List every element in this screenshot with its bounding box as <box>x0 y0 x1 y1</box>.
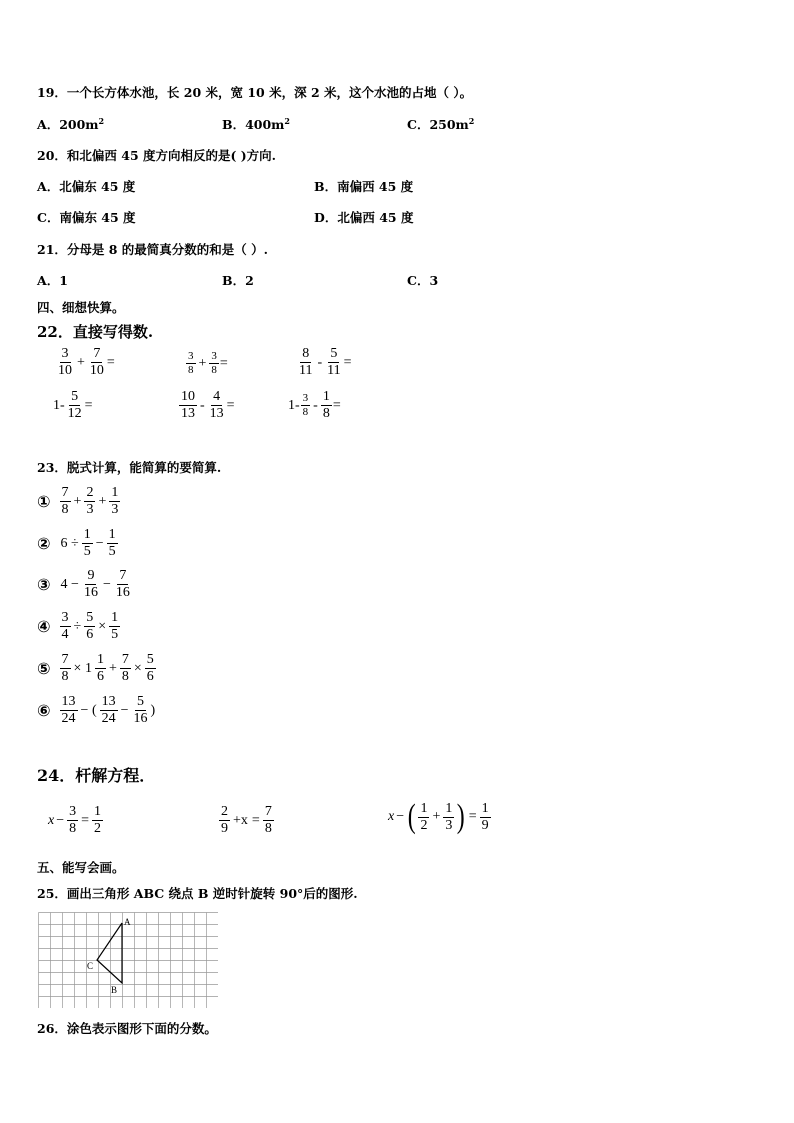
q25-stem: 25．画出三角形 ABC 绕点 B 逆时针旋转 90°后的图形. <box>37 886 358 901</box>
q24-equation-1: x − $\frac{3}{8}$ = $\frac{1}{2}$ <box>48 804 102 836</box>
q23-expr-1: ① $\frac{7}{8}$ + $\frac{2}{3}$ + $\frac{1}{3}$ <box>37 485 119 517</box>
q22-item-6: 1- $\frac{3}{8}$ - $\frac{1}{8}$ = <box>288 389 341 421</box>
label-c: C <box>87 961 94 971</box>
q23-expr-4: ④ $\frac{3}{4}$ ÷ $\frac{5}{6}$ × $\frac{1}{5}$ <box>37 610 119 642</box>
q22-item-2: $\frac{3}{8}$ + $\frac{3}{8}$ = <box>188 350 228 376</box>
marker-3: ③ <box>37 575 51 594</box>
q24-stem: 24．杆解方程． <box>37 766 156 785</box>
q22-item-3: $\frac{8}{11}$ - $\frac{5}{11}$ = <box>299 346 352 378</box>
left-paren: ( <box>407 798 416 835</box>
q21-stem: 21．分母是 8 的最简真分数的和是（ ）. <box>37 242 269 257</box>
section-5-heading: 五、能写会画。 <box>37 860 125 875</box>
q23-stem: 23．脱式计算，能简算的要简算. <box>37 460 222 475</box>
triangle-abc <box>97 923 122 983</box>
q19-option-c[interactable]: C．$250m^2$ <box>407 115 475 132</box>
q22-item-4: 1- $\frac{5}{12}$ = <box>53 389 93 421</box>
q25-grid-figure <box>38 912 218 1008</box>
q23-expr-3: ③ 4 − $\frac{9}{16}$ − $\frac{7}{16}$ <box>37 568 130 600</box>
q20-stem: 20．和北偏西 45 度方向相反的是( )方向. <box>37 148 277 163</box>
q26-stem: 26．涂色表示图形下面的分数。 <box>37 1021 217 1036</box>
q20-option-a[interactable]: A．北偏东 45 度 <box>37 179 136 194</box>
q21-option-c[interactable]: C．3 <box>407 273 439 288</box>
q21-option-b[interactable]: B．2 <box>222 273 254 288</box>
marker-5: ⑤ <box>37 659 51 678</box>
q21-option-a[interactable]: A．1 <box>37 273 68 288</box>
marker-1: ① <box>37 492 51 511</box>
q19-option-b[interactable]: B．$400m^2$ <box>222 115 290 132</box>
q23-expr-2: ② 6 ÷ $\frac{1}{5}$ − $\frac{1}{5}$ <box>37 527 116 559</box>
q20-option-c[interactable]: C．南偏东 45 度 <box>37 210 136 225</box>
label-b: B <box>111 985 118 995</box>
q22-item-1: $\frac{3}{10}$ + $\frac{7}{10}$ = <box>58 346 115 378</box>
section-4-heading: 四、细想快算。 <box>37 300 125 315</box>
q23-expr-6: ⑥ $\frac{13}{24}$ − ( $\frac{13}{24}$ − $\frac{5}{16}$ ) <box>37 694 156 726</box>
q20-option-d[interactable]: D．北偏西 45 度 <box>314 210 414 225</box>
marker-6: ⑥ <box>37 701 51 720</box>
q19-option-a[interactable]: A．$200m^2$ <box>37 115 105 132</box>
q23-expr-5: ⑤ $\frac{7}{8}$ × 1 $\frac{1}{6}$ + $\frac{7}{8}$ × $\frac{5}{6}$ <box>37 652 154 684</box>
label-a: A <box>124 917 131 927</box>
q22-item-5: $\frac{10}{13}$ - $\frac{4}{13}$ = <box>181 389 235 421</box>
q24-equation-2: $\frac{2}{9}$ +x = $\frac{7}{8}$ <box>221 804 272 836</box>
q19-stem: 19．一个长方体水池，长 20 米，宽 10 米，深 2 米，这个水池的占地（ ）。 <box>37 85 473 100</box>
q22-stem: 22．直接写得数. <box>37 323 154 341</box>
marker-4: ④ <box>37 617 51 636</box>
q24-equation-3: x − ( $\frac{1}{2}$ + $\frac{1}{3}$ ) = $\frac{1}{9}$ <box>388 798 489 835</box>
marker-2: ② <box>37 534 51 553</box>
right-paren: ) <box>457 798 465 835</box>
q20-option-b[interactable]: B．南偏西 45 度 <box>314 179 414 194</box>
